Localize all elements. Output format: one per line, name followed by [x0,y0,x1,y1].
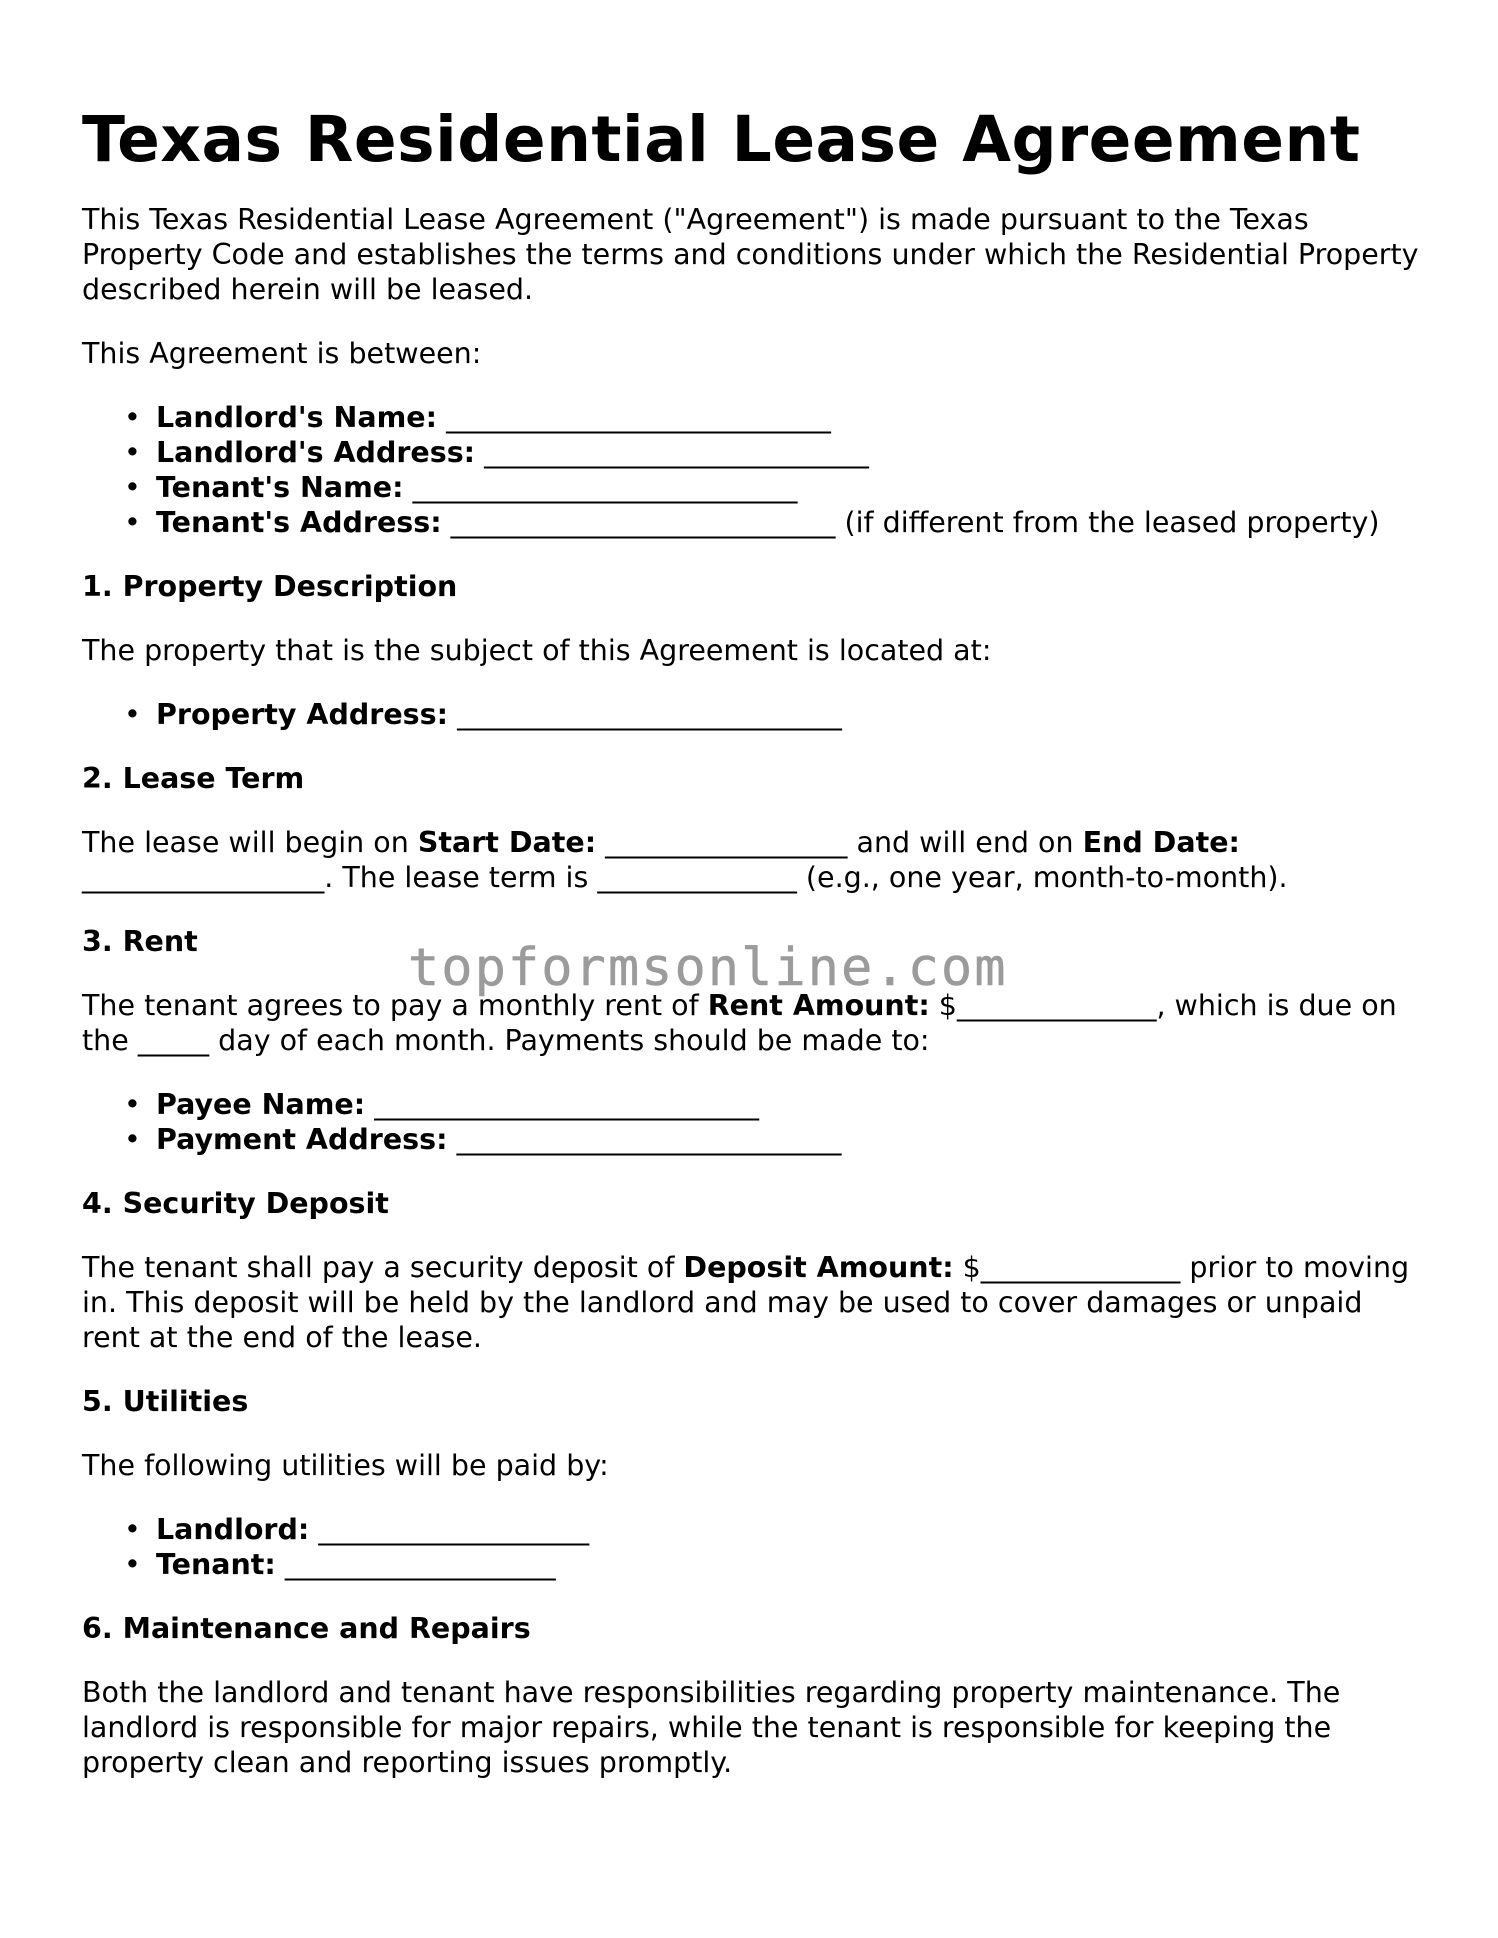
party-label: Tenant's Name: [156,471,404,504]
deposit-amount-label: Deposit Amount: [683,1251,954,1284]
payee-name-label: Payee Name: [156,1088,366,1121]
utilities-paragraph: The following utilities will be paid by: [82,1449,609,1482]
blank-line: ___________________________ [374,1088,759,1121]
rent-amount-label: Rent Amount: [707,989,930,1022]
text-run: $______________, which is due on the _____ day of each month. Payments should be made to: [82,989,1397,1057]
text-run: $______________ prior to moving in. This deposit will be held by the landlord and may be used to cover damages or unpaid rent at the end of the lease. [82,1251,1410,1354]
property-list [82,697,1422,732]
party-label: Tenant's Address: [156,506,442,539]
maintenance-paragraph: Both the landlord and tenant have responsibilities regarding property maintenance. The landlord is responsible for major repairs, while the tenant is responsible for keeping the property clean and reporting issues promptly. [82,1676,1341,1779]
blank-line: _________________ [82,861,325,894]
section-heading-utilities: 5. Utilities [82,1385,249,1418]
party-label: Landlord's Name: [156,401,438,434]
property-address-label: Property Address: [156,698,448,731]
blank-line: ___________________________ [450,506,836,539]
section-heading-maintenance: 6. Maintenance and Repairs [82,1612,531,1645]
section-heading-property: 1. Property Description [82,570,458,603]
section-heading-security-deposit: 4. Security Deposit [82,1187,389,1220]
tenant-utilities-label: Tenant: [156,1548,276,1581]
list-item [156,1122,1422,1157]
deposit-paragraph [82,1250,1422,1355]
list-item [156,505,1422,540]
list-item [156,1087,1422,1122]
watermark: topformsonline.com [408,938,1008,998]
section-heading-rent: 3. Rent [82,925,198,958]
blank-line: ___________________ [318,1513,590,1546]
lease-term-paragraph [82,825,1422,895]
blank-line: ___________________ [284,1548,556,1581]
blank-line: ___________________________ [456,1123,842,1156]
blank-line: ___________________________ [446,401,831,434]
text-run: The tenant agrees to pay a monthly rent of [82,989,708,1022]
list-item [156,697,1422,732]
text-run: and will end on [847,826,1083,859]
party-label: Landlord's Address: [156,436,476,469]
party-suffix: (if different from the leased property) [835,506,1380,539]
text-run: . The lease term is ______________ (e.g., one year, month-to-month). [324,861,1288,894]
property-paragraph: The property that is the subject of this Agreement is located at: [82,634,992,667]
section-heading-lease-term: 2. Lease Term [82,762,305,795]
blank-line: ___________________________ [412,471,798,504]
list-item [156,400,1422,435]
list-item [156,435,1422,470]
rent-paragraph [82,988,1422,1058]
payment-address-label: Payment Address: [156,1123,448,1156]
blank-line: _________________ [596,826,848,859]
list-item [156,1547,1422,1582]
list-item [156,470,1422,505]
between-paragraph: This Agreement is between: [82,337,482,370]
landlord-utilities-label: Landlord: [156,1513,310,1546]
text-run: The lease will begin on [82,826,418,859]
utilities-list [82,1512,1422,1582]
blank-line: ___________________________ [457,698,842,731]
end-date-label: End Date: [1082,826,1240,859]
intro-paragraph: This Texas Residential Lease Agreement ("Agreement") is made pursuant to the Texas Property Code and establishes the terms and conditions under which the Residential Property described herein will be leased. [82,203,1419,306]
start-date-label: Start Date: [417,826,597,859]
page-title: Texas Residential Lease Agreement [82,103,1361,176]
text-run: The tenant shall pay a security deposit of [82,1251,684,1284]
list-item [156,1512,1422,1547]
blank-line: ___________________________ [484,436,869,469]
parties-list [82,400,1422,540]
payee-list [82,1087,1422,1157]
